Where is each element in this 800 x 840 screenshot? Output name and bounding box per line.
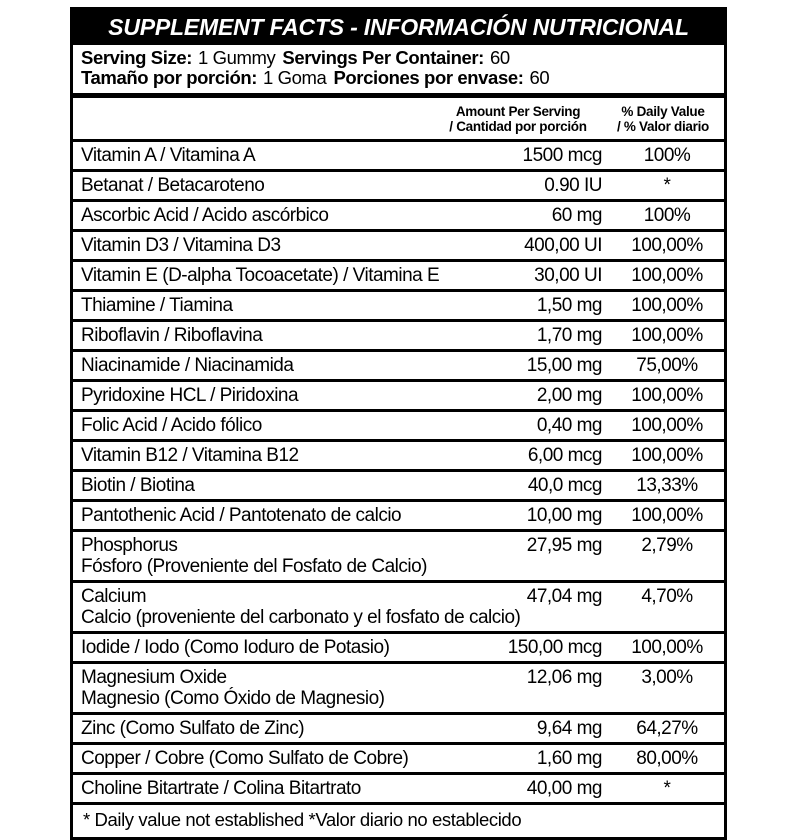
- nutrient-row: [73, 532, 724, 580]
- servings-per-container-value-en: 60: [489, 47, 510, 68]
- label-title: SUPPLEMENT FACTS - INFORMACIÓN NUTRICIONAL: [108, 14, 689, 40]
- nutrient-row: [73, 472, 724, 499]
- nutrient-name: Calcium: [81, 586, 147, 607]
- nutrient-amount: 1500 mcg: [522, 145, 602, 166]
- nutrient-row-main-line: [73, 202, 724, 229]
- nutrient-name-secondary: Magnesio (Como Óxido de Magnesio): [81, 688, 385, 709]
- nutrient-row: [73, 745, 724, 772]
- nutrient-row-main-line: [73, 664, 724, 691]
- nutrient-name: Pantothenic Acid / Pantotenato de calcio: [81, 505, 402, 526]
- nutrient-row-main-line: [73, 172, 724, 199]
- nutrient-amount: 40,0 mcg: [527, 475, 602, 496]
- nutrient-row-main-line: [73, 775, 724, 802]
- nutrient-rows: [73, 142, 724, 802]
- column-headers: [73, 98, 724, 139]
- nutrient-row: [73, 262, 724, 289]
- nutrient-amount: 47,04 mg: [526, 586, 602, 607]
- serving-size-label-es: Tamaño por porción:: [81, 67, 258, 88]
- nutrient-name: Ascorbic Acid / Acido ascórbico: [81, 205, 329, 226]
- nutrient-name: Folic Acid / Acido fólico: [81, 415, 262, 436]
- serving-size-value-en: 1 Gummy: [197, 47, 276, 68]
- nutrient-amount: 400,00 UI: [524, 235, 602, 256]
- nutrient-name: Choline Bitartrate / Colina Bitartrato: [81, 778, 361, 799]
- nutrient-name: Magnesium Oxide: [81, 667, 227, 688]
- nutrient-daily-value: 64,27%: [636, 718, 698, 739]
- nutrient-name: Iodide / Iodo (Como Ioduro de Potasio): [81, 637, 390, 658]
- nutrient-row: [73, 412, 724, 439]
- nutrient-amount: 2,00 mg: [536, 385, 602, 406]
- nutrient-row: [73, 583, 724, 631]
- nutrient-row-main-line: [73, 583, 724, 610]
- nutrient-row: [73, 352, 724, 379]
- daily-value-column-header: [604, 104, 722, 134]
- nutrient-row-main-line: [73, 412, 724, 439]
- nutrient-name: Vitamin E (D-alpha Tocoacetate) / Vitamina E: [81, 265, 440, 286]
- nutrient-row-main-line: [73, 745, 724, 772]
- nutrient-daily-value: *: [663, 778, 671, 799]
- nutrient-name: Niacinamide / Niacinamida: [81, 355, 294, 376]
- nutrient-daily-value: 100,00%: [631, 445, 703, 466]
- nutrient-row-main-line: [73, 715, 724, 742]
- daily-value-column-header-en: % Daily Value: [621, 103, 705, 119]
- nutrient-daily-value: 75,00%: [636, 355, 698, 376]
- nutrient-amount: 10,00 mg: [526, 505, 602, 526]
- nutrient-daily-value: *: [663, 175, 671, 196]
- nutrient-row: [73, 322, 724, 349]
- nutrient-amount: 9,64 mg: [536, 718, 602, 739]
- nutrient-row-main-line: [73, 352, 724, 379]
- nutrient-name: Copper / Cobre (Como Sulfato de Cobre): [81, 748, 409, 769]
- nutrient-amount: 1,60 mg: [536, 748, 602, 769]
- servings-per-container-value-es: 60: [529, 67, 550, 88]
- nutrient-name: Vitamin A / Vitamina A: [81, 145, 256, 166]
- serving-line-en: [81, 48, 716, 68]
- nutrient-row: [73, 775, 724, 802]
- nutrient-row-main-line: [73, 502, 724, 529]
- nutrient-name: Betanat / Betacaroteno: [81, 175, 265, 196]
- nutrient-amount: 1,50 mg: [536, 295, 602, 316]
- nutrient-row: [73, 142, 724, 169]
- nutrient-amount: 0,40 mg: [536, 415, 602, 436]
- nutrient-name: Biotin / Biotina: [81, 475, 195, 496]
- nutrient-amount: 27,95 mg: [526, 535, 602, 556]
- nutrient-name: Zinc (Como Sulfato de Zinc): [81, 718, 305, 739]
- nutrient-row: [73, 382, 724, 409]
- nutrient-row-main-line: [73, 322, 724, 349]
- nutrient-row: [73, 715, 724, 742]
- nutrient-row-main-line: [73, 232, 724, 259]
- nutrient-amount: 15,00 mg: [526, 355, 602, 376]
- nutrient-name: Vitamin B12 / Vitamina B12: [81, 445, 299, 466]
- nutrient-row-main-line: [73, 442, 724, 469]
- nutrient-row: [73, 502, 724, 529]
- nutrient-row-main-line: [73, 382, 724, 409]
- nutrient-daily-value: 100,00%: [631, 295, 703, 316]
- nutrient-name: Vitamin D3 / Vitamina D3: [81, 235, 281, 256]
- nutrient-daily-value: 100%: [643, 205, 691, 226]
- nutrient-amount: 12,06 mg: [526, 667, 602, 688]
- nutrient-row: [73, 202, 724, 229]
- nutrient-name-secondary: Calcio (proveniente del carbonato y el fosfato de calcio): [81, 607, 521, 628]
- nutrient-name: Riboflavin / Riboflavina: [81, 325, 263, 346]
- nutrient-row: [73, 634, 724, 661]
- serving-line-es: [81, 68, 716, 88]
- nutrient-daily-value: 100,00%: [631, 505, 703, 526]
- supplement-facts-label: [70, 7, 727, 840]
- nutrient-row-main-line: [73, 532, 724, 559]
- nutrient-row-main-line: [73, 142, 724, 169]
- nutrient-amount: 1,70 mg: [536, 325, 602, 346]
- label-title-bar: [73, 10, 724, 45]
- nutrient-row: [73, 232, 724, 259]
- nutrient-row: [73, 664, 724, 712]
- nutrient-row: [73, 172, 724, 199]
- nutrient-daily-value: 100,00%: [631, 637, 703, 658]
- nutrient-name: Thiamine / Tiamina: [81, 295, 233, 316]
- daily-value-column-header-es: / % Valor diario: [617, 118, 709, 134]
- nutrient-name-secondary: Fósforo (Proveniente del Fosfato de Calcio): [81, 556, 428, 577]
- nutrient-daily-value: 100,00%: [631, 265, 703, 286]
- nutrient-daily-value: 100,00%: [631, 385, 703, 406]
- nutrient-daily-value: 13,33%: [636, 475, 698, 496]
- serving-size-value-es: 1 Goma: [263, 67, 327, 88]
- nutrient-name: Pyridoxine HCL / Piridoxina: [81, 385, 299, 406]
- nutrient-amount: 0.90 IU: [544, 175, 602, 196]
- nutrient-amount: 150,00 mcg: [507, 637, 602, 658]
- nutrient-amount: 30,00 UI: [534, 265, 602, 286]
- amount-column-header-en: Amount Per Serving: [455, 103, 581, 119]
- nutrient-row-main-line: [73, 472, 724, 499]
- nutrient-row-main-line: [73, 262, 724, 289]
- amount-column-header: [432, 104, 604, 134]
- servings-per-container-label-es: Porciones por envase:: [333, 67, 524, 88]
- servings-per-container-label-en: Servings Per Container:: [282, 47, 484, 68]
- nutrient-daily-value: 100%: [643, 145, 691, 166]
- nutrient-daily-value: 100,00%: [631, 235, 703, 256]
- nutrient-daily-value: 80,00%: [636, 748, 698, 769]
- nutrient-daily-value: 100,00%: [631, 415, 703, 436]
- nutrient-row-main-line: [73, 634, 724, 661]
- nutrient-daily-value: 3,00%: [641, 667, 693, 688]
- nutrient-amount: 40,00 mg: [526, 778, 602, 799]
- nutrient-row: [73, 442, 724, 469]
- nutrient-name: Phosphorus: [81, 535, 178, 556]
- serving-info: [73, 45, 724, 93]
- amount-column-header-es: / Cantidad por porción: [449, 118, 587, 134]
- serving-size-label-en: Serving Size:: [81, 47, 192, 68]
- nutrient-row-main-line: [73, 292, 724, 319]
- daily-value-footnote: * Daily value not established *Valor diario no establecido: [73, 805, 724, 837]
- nutrient-daily-value: 4,70%: [641, 586, 693, 607]
- nutrient-row: [73, 292, 724, 319]
- nutrient-daily-value: 100,00%: [631, 325, 703, 346]
- nutrient-amount: 6,00 mcg: [527, 445, 602, 466]
- nutrient-daily-value: 2,79%: [641, 535, 693, 556]
- nutrient-amount: 60 mg: [551, 205, 602, 226]
